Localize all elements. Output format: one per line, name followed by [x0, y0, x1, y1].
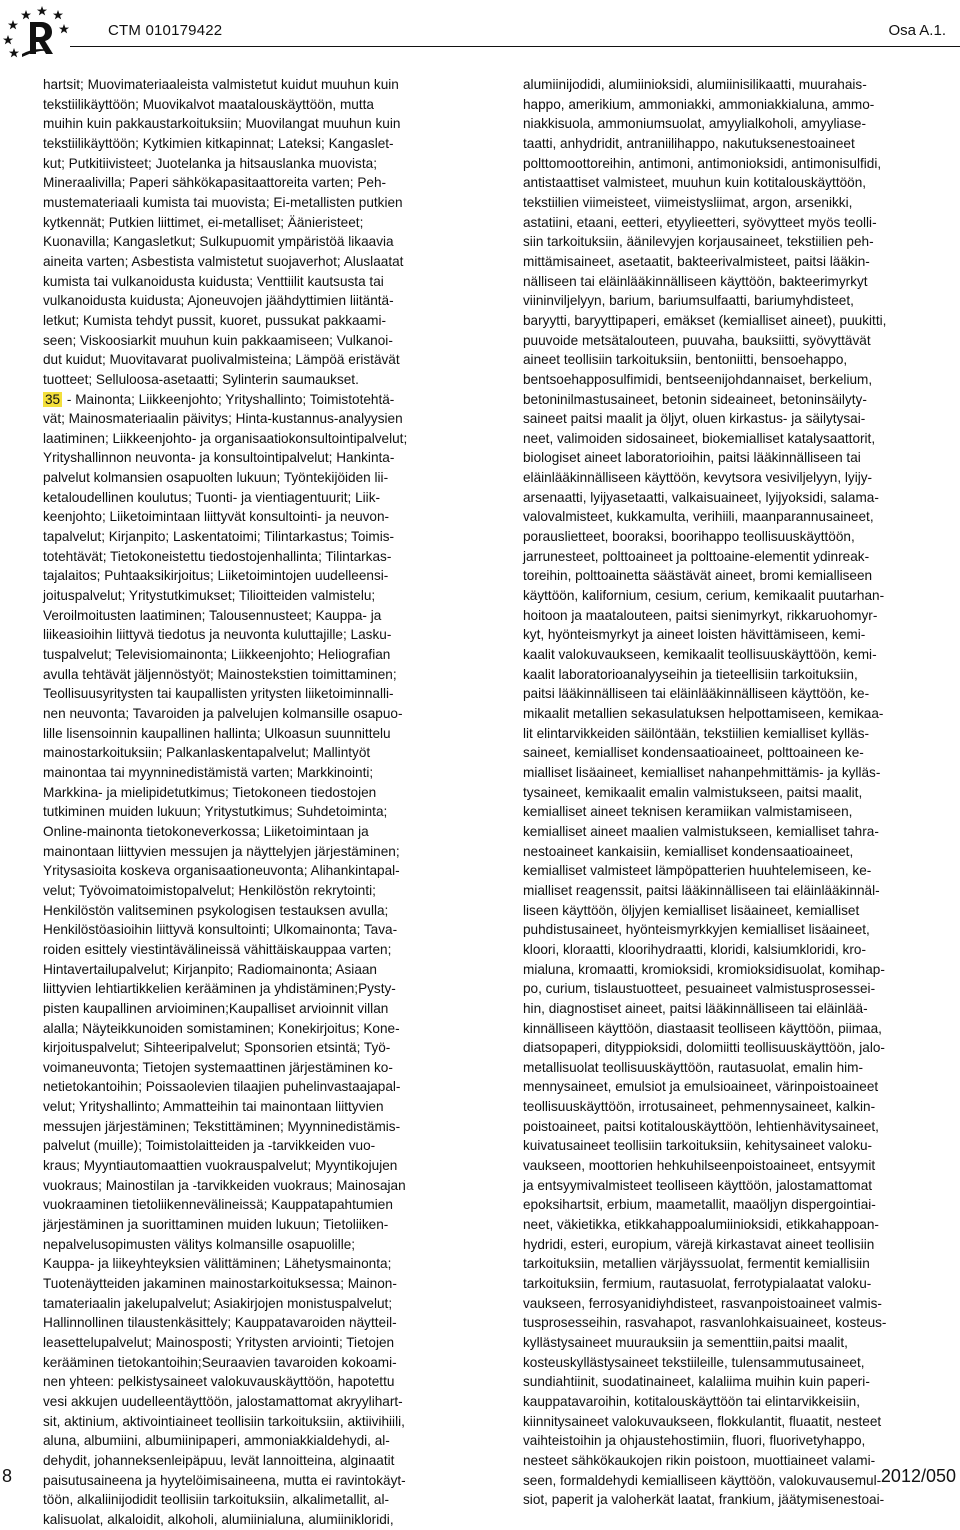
- text-line: [43, 1372, 438, 1392]
- text-line: [43, 114, 438, 134]
- text-line: mialuna, kromaatti, kromioksidi, kromioksidisuolat, komihap-: [523, 961, 885, 977]
- text-line: diatsopaperi, dityppioksidi, dolomiitti teollisuuskäyttöön, jalo-: [523, 1040, 885, 1056]
- office-logo-icon: [2, 2, 70, 60]
- line-text: muihin kuin pakkaustarkoituksiin; Muovilangat muuhun kuin: [43, 116, 401, 132]
- line-text: Veroilmoitusten laatiminen; Talousennusteet; Kauppa- ja: [43, 607, 382, 623]
- text-line: toreihin, polttoainetta säästävät aineet, bromi kemialliseen: [523, 568, 873, 584]
- text-line: [43, 1215, 438, 1235]
- line-text: alalla; Näyteikkunoiden somistaminen; Konekirjoitus; Kone-: [43, 1020, 400, 1036]
- line-text: netietokantoihin; Poissaolevien tilaajien puhelinvastaajapal-: [43, 1079, 401, 1095]
- line-text: kraus; Myyntiautomaattien vuokrauspalvelut; Myyntikojujen: [43, 1158, 398, 1174]
- text-line: [43, 861, 438, 881]
- line-text: tuspalvelut; Televisiomainonta; Liikkeenjohto; Heliografian: [43, 647, 391, 663]
- text-line: eläinlääkinnälliseen käyttöön, kevytsora vesiviljelyyn, lyijy-: [523, 470, 873, 486]
- text-line: [43, 743, 438, 763]
- line-text: keenjohto; Liiketoimintaan liittyvät konsultointi- ja neuvon-: [43, 509, 390, 525]
- text-line: [43, 1077, 438, 1097]
- text-line: arsenaatti, lyijyasetaatti, valkaisuaineet, lyijyoksidi, salama-: [523, 489, 879, 505]
- text-line: [43, 1490, 438, 1510]
- text-line: [43, 783, 438, 803]
- text-line: hin, diagnostiset aineet, paitsi lääkinnälliseen tai eläinlää-: [523, 1000, 868, 1016]
- line-text: laatiminen; Liikkeenjohto- ja organisaatiokonsultointipalvelut;: [43, 430, 408, 446]
- text-line: [43, 901, 438, 921]
- text-line: [43, 213, 438, 233]
- line-text: Yrityshallinnon neuvonta- ja konsultointipalvelut; Hankinta-: [43, 450, 395, 466]
- header-rule: [70, 46, 960, 47]
- text-line: kosteuskyllästysaineet tekstiileille, tulensammutusaineet,: [523, 1354, 865, 1370]
- text-line: [43, 409, 438, 429]
- text-line: kyllästysaineet muurauksiin ja sementtiin,paitsi maalit,: [523, 1335, 848, 1350]
- text-line: [43, 1431, 438, 1451]
- line-text: Kuonavilla; Kangasletkut; Sulkupuomit ympäristöä likaavia: [43, 234, 394, 250]
- text-line: [43, 1176, 438, 1196]
- text-line: [43, 684, 438, 704]
- line-text: töön, alkaliinijodidit teollisiin tarkoituksiin, alkalimetallit, al-: [43, 1492, 390, 1508]
- line-text: Kauppa- ja liikeyhteyksien välittäminen; Lähetysmainonta;: [43, 1256, 392, 1272]
- line-text: dut kuidut; Muovitavarat puolivalmisteina; Lämpöä eristävät: [43, 352, 400, 368]
- text-line: mikaalit metallien sekasulatuksen helpottamiseen, kemikaa-: [523, 706, 884, 721]
- text-line: polttomoottoreihin, antimoni, antimonioksidi, antimonisulfidi,: [523, 155, 882, 171]
- text-line: tysaineet, kemikaalit emalin valmistukseen, paitsi maalit,: [523, 784, 863, 800]
- text-line: kiinnitysaineet valokuvaukseen, flokkulantit, fluaatit, nesteet: [523, 1413, 882, 1429]
- section-label: Osa A.1.: [888, 22, 946, 39]
- line-text: vuokraus; Mainostilan ja -tarvikkeiden vuokraus; Mainosajan: [43, 1177, 406, 1193]
- left-column: [43, 75, 438, 1530]
- text-line: liseen käyttöön, öljyjen kemialliset lisäaineet, kemialliset: [523, 902, 860, 918]
- text-line: [43, 134, 438, 154]
- text-line: [43, 448, 438, 468]
- text-line: nälliseen tai eläinlääkinnälliseen käyttöön, bakteerimyrkyt: [523, 273, 868, 289]
- text-line: [43, 881, 438, 901]
- line-text: vulkanoidusta kuidusta; Ajoneuvojen jäähdyttimien liitäntä-: [43, 293, 394, 309]
- text-line: [43, 272, 438, 292]
- line-text: vesi akkujen uudelleentäyttöön, jalostamattomat akryylihart-: [43, 1393, 403, 1409]
- text-line: taatti, anhydridit, antraniilihappo, nakutuksenestoaineet: [523, 135, 855, 151]
- text-line: [43, 704, 438, 724]
- text-line: [43, 1117, 438, 1137]
- text-line: [43, 1392, 438, 1412]
- line-text: vuokraaminen tietoliikennevälineissä; Kauppatapahtumien: [43, 1197, 393, 1213]
- text-line: [43, 1451, 438, 1471]
- line-text: - Mainonta; Liikkeenjohto; Yrityshallinto; Toimistotehtä-: [63, 391, 395, 407]
- text-line: [43, 842, 438, 862]
- line-text: kut; Putkitiivisteet; Juotelanka ja hitsauslanka muovista;: [43, 155, 377, 171]
- text-line: antistaattiset valmisteet, muuhun kuin kotitalouskäyttöön,: [523, 175, 867, 191]
- line-text: messujen järjestäminen; Tekstittäminen; Myynninedistämis-: [43, 1118, 401, 1134]
- text-line: siot, paperit ja valoherkät laatat, frankium, jäätymisenestoai-: [523, 1492, 885, 1508]
- text-line: [43, 1058, 438, 1078]
- text-line: betoninilmastusaineet, betonin sideaineet, betoninsäilyty-: [523, 391, 867, 407]
- text-line: tekstiilien viimeisteet, viimeistysliimat, argon, arsenikki,: [523, 194, 853, 210]
- line-text: sit, aktinium, aktivointiaineet teollisiin tarkoituksiin, aktiivihiili,: [43, 1413, 405, 1429]
- line-text: lille lisensoinnin kaupallinen hallinta; Ulkoasun suunnittelu: [43, 725, 391, 741]
- text-line: [43, 645, 438, 665]
- text-line: kloori, kloraatti, kloorihydraatti, kloridi, kalsiumkloridi, kro-: [523, 941, 866, 957]
- line-text: velut; Työvoimatoimistopalvelut; Henkilöstön rekrytointi;: [43, 882, 376, 898]
- text-line: tusprosesseihin, rasvahapot, rasvanlohkaisuaineet, kosteus-: [523, 1315, 887, 1331]
- text-line: [43, 665, 438, 685]
- line-text: leasettelupalvelut; Mainosposti; Yritysten arviointi; Tietojen: [43, 1335, 395, 1350]
- text-line: [43, 429, 438, 449]
- line-text: mainostarkoituksiin; Palkanlaskentapalvelut; Mallintyöt: [43, 745, 371, 761]
- text-line: [43, 1412, 438, 1432]
- text-line: [43, 527, 438, 547]
- text-line: [43, 606, 438, 626]
- text-line: [43, 173, 438, 193]
- text-line: kaalit laboratorioanalyyseihin ja tieteellisiin tarkoituksiin,: [523, 666, 858, 682]
- text-line: siin tarkoituksiin, äänilevyjen korjausaineet, tekstiilien peh-: [523, 234, 874, 250]
- text-line: [43, 350, 438, 370]
- text-line: hydridi, esteri, europium, värejä kirkastavat aineet teollisiin: [523, 1236, 875, 1252]
- line-text: nen neuvonta; Tavaroiden ja palvelujen kolmansille osapuo-: [43, 706, 403, 721]
- text-line: valovalmisteet, kukkamulta, verihiili, maanparannusaineet,: [523, 509, 874, 525]
- line-text: roiden esittely viestintävälineissä vähittäiskauppaa varten;: [43, 941, 392, 957]
- line-text: Tuotenäytteiden jakaminen mainostarkoituksessa; Mainon-: [43, 1276, 397, 1292]
- text-line: tarkoituksiin, fermium, rautasuolat, ferrotypialaatat valoku-: [523, 1276, 872, 1292]
- text-line: vaihteistoihin ja ohjaustehostimiin, fluori, fluorivetyhappo,: [523, 1433, 866, 1449]
- line-text: Yritysasioita koskeva organisaationeuvonta; Alihankintapal-: [43, 863, 400, 879]
- line-text: kumista tai vulkanoidusta kuidusta; Venttiilit kautsusta tai: [43, 273, 384, 289]
- text-line: [43, 724, 438, 744]
- text-line: saineet paitsi maalit ja öljyt, oluen kirkastus- ja säilytysai-: [523, 411, 866, 427]
- text-line: bentsoehapposulfimidi, bentseenijohdannaiset, berkelium,: [523, 371, 873, 387]
- line-text: Teollisuusyritysten tai kaupallisten yritysten liiketoiminnalli-: [43, 686, 394, 702]
- text-line: [43, 802, 438, 822]
- text-line: [43, 763, 438, 783]
- text-line: tarkoituksiin, metallien värjäyssuolat, fermentit kemiallisiin: [523, 1256, 870, 1272]
- text-line: nesteet sähkökaukojen rikin poistoon, muottiaineet valami-: [523, 1452, 876, 1468]
- text-line: aineet teollisiin tarkoituksiin, bentoniitti, bensoehappo,: [523, 352, 848, 368]
- line-text: dehydit, johanneksenleipäpuu, levät lannoitteina, alginaatit: [43, 1452, 395, 1468]
- text-line: nestoaineet kankaisiin, kemialliset kondensaatioaineet,: [523, 843, 854, 859]
- text-line: kauppatavaroihin, kotitalouskäyttöön tai elintarvikkeisiin,: [523, 1393, 861, 1409]
- text-line: [43, 1038, 438, 1058]
- line-text: kirjoituspalvelut; Sihteeripalvelut; Sponsorien etsintä; Työ-: [43, 1040, 391, 1056]
- line-text: hartsit; Muovimateriaaleista valmistetut kuidut muuhun kuin: [43, 77, 399, 92]
- text-line: kyt, hyönteismyrkyt ja aineet loisten hävittämiseen, kemi-: [523, 627, 866, 643]
- text-line: [43, 468, 438, 488]
- line-text: kerääminen tietokantoihin;Seuraavien tavaroiden kokoami-: [43, 1354, 397, 1370]
- text-line: puuvoide metsätalouteen, puuvaha, bauksiitti, syövyttävät: [523, 332, 871, 348]
- text-line: hoitoon ja maatalouteen, paitsi sienimyrkyt, rikkaruohomyr-: [523, 607, 878, 623]
- bulletin-issue: 2012/050: [880, 1466, 956, 1486]
- text-line: [43, 95, 438, 115]
- text-line: käyttöön, kalifornium, cesium, cerium, kemikaalit puutarhan-: [523, 588, 885, 604]
- text-line: astatiini, etaani, eetteri, etyylieetteri, syövytteet myös teolli-: [523, 214, 877, 230]
- text-line: kemialliset valmisteet lämpöpatterien huuhtelemiseen, ke-: [523, 863, 872, 879]
- text-line: po, curium, tislaustuotteet, pesuaineet valmistusprosessei-: [523, 981, 876, 997]
- line-text: aineita varten; Asbestista valmistetut suojaverhot; Aluslaatat: [43, 253, 404, 269]
- text-line: [43, 488, 438, 508]
- line-text: tekstiilikäyttöön; Kytkimien kitkapinnat; Lateksi; Kangaslet-: [43, 135, 394, 151]
- text-line: happo, amerikium, ammoniakki, ammoniakkialuna, ammo-: [523, 96, 875, 112]
- line-text: ketaloudellinen koulutus; Tuonti- ja vientiagentuurit; Liik-: [43, 489, 381, 505]
- text-line: poistoaineet, paitsi kotitalouskäyttöön, lehtienhävitysaineet,: [523, 1118, 879, 1134]
- text-line: [43, 252, 438, 272]
- text-line: puhdistusaineet, hyönteismyrkkyjen kemialliset lisäaineet,: [523, 922, 870, 938]
- text-line: mialliset lisäaineet, kemialliset nahanpehmittämis- ja kylläs-: [523, 764, 881, 780]
- text-line: [43, 586, 438, 606]
- text-line: kemialliset aineet maalien valmistukseen, kemialliset tahra-: [523, 823, 879, 839]
- text-line: neet, väkietikka, etikkahappoalumiinioksidi, etikkahappoan-: [523, 1217, 879, 1233]
- line-text: Markkina- ja mielipidetutkimus; Tietokoneen tiedostojen: [43, 784, 377, 800]
- line-text: vät; Mainosmateriaalin päivitys; Hinta-kustannus-analyysien: [43, 411, 403, 427]
- line-text: Henkilöstöasioihin liittyvä konsultointi; Ulkomainonta; Tava-: [43, 922, 398, 938]
- line-text: mainontaa tai myynninedistämistä varten; Markkinointi;: [43, 764, 374, 780]
- line-text: kalisuolat, alkaloidit, alkoholi, alumiinialuna, alumiinikloridi,: [43, 1511, 394, 1527]
- line-text: palvelut (muille); Toimistolaitteiden ja -tarvikkeiden vuo-: [43, 1138, 376, 1154]
- text-line: [43, 999, 438, 1019]
- text-line: mialliset reagenssit, paitsi lääkinnälliseen tai eläinlääkinnäl-: [523, 882, 880, 898]
- text-line: [43, 1294, 438, 1314]
- line-text: liikeasioihin liittyvä tiedotus ja neuvonta kuluttajille; Lasku-: [43, 627, 392, 643]
- line-text: paisutusaineena ja hyytelöimisaineena, mutta ei ravintokäyt-: [43, 1472, 406, 1488]
- line-text: nen yhteen: pelkistysaineet valokuvauskäyttöön, hapotettu: [43, 1374, 395, 1390]
- line-text: Hallinnollinen tilaustenkäsittely; Kauppatavaroiden näytteil-: [43, 1315, 397, 1331]
- text-line: [43, 193, 438, 213]
- line-text: järjestäminen ja suorittaminen muiden lukuun; Tietoliiken-: [43, 1217, 389, 1233]
- text-line: [43, 1353, 438, 1373]
- text-line: [43, 940, 438, 960]
- line-text: kytkennät; Putkien liittimet, ei-metalliset; Äänieristeet;: [43, 214, 364, 230]
- nice-class-number: 35: [45, 391, 61, 407]
- text-line: [43, 1254, 438, 1274]
- line-text: tajalaitos; Puhtaaksikirjoitus; Liiketoimintojen uudelleensi-: [43, 568, 389, 584]
- line-text: totehtävät; Tietokoneistettu tiedostojenhallinta; Tilintarkas-: [43, 548, 392, 564]
- text-line: [43, 75, 438, 95]
- text-line: [43, 1136, 438, 1156]
- text-line: seen, formaldehydi kemialliseen käyttöön, valokuvausemul-: [523, 1472, 882, 1488]
- text-line: [43, 566, 438, 586]
- line-text: Online-mainonta tietokoneverkossa; Liiketoimintaan ja: [43, 823, 369, 839]
- line-text: tutkiminen muiden lukuun; Yritystutkimus; Suhdetoiminta;: [43, 804, 388, 820]
- text-line: saineet, kemialliset kondensaatioaineet, polttoaineen ke-: [523, 745, 864, 761]
- line-text: aluna, albumiini, albumiinipaperi, ammoniakkialdehydi, al-: [43, 1433, 390, 1449]
- text-line: [43, 625, 438, 645]
- text-line: [43, 1333, 438, 1353]
- right-column: [523, 75, 918, 1510]
- text-line: vaukseen, moottorien hehkuhilseenpoistoaineet, entsyymit: [523, 1158, 876, 1174]
- text-line: porauslietteet, booraksi, boorihappo teollisuuskäyttöön,: [523, 529, 855, 545]
- text-line: alumiinijodidi, alumiinioksidi, alumiinisilikaatti, muurahais-: [523, 77, 867, 92]
- text-line: [43, 547, 438, 567]
- text-line: mittämisaineet, asetaatit, bakteerivalmisteet, paitsi lääkin-: [523, 253, 870, 269]
- line-text: voimaneuvonta; Tietojen systemaattinen järjestäminen ko-: [43, 1059, 393, 1075]
- text-line: kemialliset aineet teknisen keramiikan valmistamiseen,: [523, 804, 853, 820]
- text-line: sundiahtiinit, suodatinaineet, kalaliima muihin kuin paperi-: [523, 1374, 870, 1390]
- text-line: [43, 1019, 438, 1039]
- text-line: [43, 1097, 438, 1117]
- text-line: [43, 979, 438, 999]
- text-line: [43, 232, 438, 252]
- text-line: [43, 822, 438, 842]
- text-line: ja entsyymivalmisteet teolliseen käyttöön, jalostamattomat: [523, 1177, 873, 1193]
- text-line: niakkisuola, ammoniumsuolat, amyylialkoholi, amyyliase-: [523, 116, 866, 132]
- page-number: 8: [2, 1466, 13, 1486]
- text-line: [43, 311, 438, 331]
- line-text: tuotteet; Selluloosa-asetaatti; Sylinterin saumaukset.: [43, 371, 359, 387]
- line-text: joituspalvelut; Yritystutkimukset; Tilioitteiden valmistelu;: [43, 588, 376, 604]
- line-text: avulla tehtävät jäljennöstyöt; Mainostekstien toimittaminen;: [43, 666, 397, 682]
- text-line: [43, 291, 438, 311]
- text-line: kinnälliseen käyttöön, diastaasit teolliseen käyttöön, piimaa,: [523, 1020, 882, 1036]
- text-line: [43, 1510, 438, 1530]
- text-line: [43, 1195, 438, 1215]
- text-line: [43, 370, 438, 390]
- text-line: [43, 154, 438, 174]
- text-line: lit elintarvikkeiden säilöntään, tekstiilien kemialliset kylläs-: [523, 725, 870, 741]
- line-text: Mineraalivilla; Paperi sähkökapasitaattoreita varten; Peh-: [43, 175, 387, 191]
- text-line: kaalit valokuvaukseen, kemikaalit teollisuuskäyttöön, kemi-: [523, 647, 877, 663]
- text-line: [43, 390, 438, 410]
- line-text: tapalvelut; Kirjanpito; Laskentatoimi; Tilintarkastus; Toimis-: [43, 529, 395, 545]
- text-line: viininviljelyyn, barium, bariumsulfaatti, bariumyhdisteet,: [523, 293, 854, 309]
- text-line: [43, 1156, 438, 1176]
- text-line: vaukseen, ferrosyanidiyhdisteet, rasvanpoistoaineet valmis-: [523, 1295, 882, 1311]
- line-text: Henkilöstön valitseminen psykologisen testauksen avulla;: [43, 902, 389, 918]
- text-line: metallisuolat teollisuuskäyttöön, rautasuolat, emalin him-: [523, 1059, 864, 1075]
- line-text: mustemateriaali kumista tai muovista; Ei-metallisten putkien: [43, 194, 403, 210]
- text-line: kuivatusaineet teollisiin tarkoituksiin, kehitysaineet valoku-: [523, 1138, 873, 1154]
- text-line: baryytti, baryyttipaperi, emäkset (kemialliset aineet), puukitti,: [523, 312, 887, 328]
- text-line: mennysaineet, emulsiot ja emulsioaineet, värinpoistoaineet: [523, 1079, 879, 1095]
- text-line: neet, valimoiden sidosaineet, biokemialliset katalysaattorit,: [523, 430, 876, 446]
- line-text: liittyvien lehtiartikkelien kerääminen ja yhdistäminen;Pysty-: [43, 981, 396, 997]
- line-text: letkut; Kumista tehdyt pussit, kuoret, pussukat pakkaami-: [43, 312, 387, 328]
- line-text: velut; Yrityshallinto; Ammatteihin tai mainontaan liittyvien: [43, 1099, 384, 1115]
- line-text: pisten kaupallinen arvioiminen;Kaupalliset arvioinnit villan: [43, 1000, 389, 1016]
- text-line: teollisuuskäyttöön, irrotusaineet, pehmennysaineet, kalkin-: [523, 1099, 876, 1115]
- text-line: [43, 507, 438, 527]
- page-header: [0, 0, 960, 60]
- line-text: seen; Viskoosiarkit muuhun kuin pakkaamiseen; Vulkanoi-: [43, 332, 393, 348]
- text-line: [43, 331, 438, 351]
- text-line: paitsi lääkinnälliseen tai eläinlääkinnälliseen käyttöön, ke-: [523, 686, 870, 702]
- text-line: [43, 1471, 438, 1491]
- text-line: epoksihartsit, erbium, maametallit, maaöljyn dispergointiai-: [523, 1197, 876, 1213]
- line-text: tekstiilikäyttöön; Muovikalvot maatalouskäyttöön, mutta: [43, 96, 374, 112]
- document-id: CTM 010179422: [108, 22, 223, 39]
- text-line: [43, 1274, 438, 1294]
- text-line: [43, 1235, 438, 1255]
- text-line: biologiset aineet laboratorioihin, paitsi lääkinnälliseen tai: [523, 450, 861, 466]
- text-line: [43, 1313, 438, 1333]
- line-text: mainontaan liittyvien messujen ja näyttelyjen järjestäminen;: [43, 843, 400, 859]
- line-text: tamateriaalin jakelupalvelut; Asiakirjojen monistuspalvelut;: [43, 1295, 393, 1311]
- text-line: [43, 960, 438, 980]
- text-line: [43, 920, 438, 940]
- line-text: Hintavertailupalvelut; Kirjanpito; Radiomainonta; Asiaan: [43, 961, 377, 977]
- line-text: palvelut kolmansien osapuolten lukuun; Työntekijöiden lii-: [43, 470, 389, 486]
- line-text: nepalvelusopimusten välitys kolmansille osapuolille;: [43, 1236, 356, 1252]
- text-line: jarrunesteet, polttoaineet ja polttoaine-elementit ydinreak-: [523, 548, 870, 564]
